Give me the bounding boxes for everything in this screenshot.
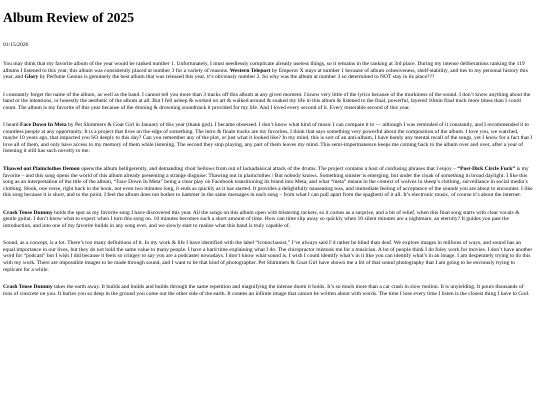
bold-text-run: “Post-Dick Circle Fuck” <box>457 166 516 173</box>
bold-text-run: Crash Tense Dummy <box>3 284 53 291</box>
bold-text-run: Western Teleport <box>229 67 271 74</box>
review-paragraph-intro <box>3 61 534 81</box>
text-run: takes the earth away. It builds and builds and builds through the same repetition and magnifying the intense doom it holds. It’s so much more than a car crash in slow motion. It is unyielding. It pours thousands of tons of concrete on you. It buries you so deep in the ground you come out the other side of the earth. It creates an infinite image that cannot be written about with words. The time I lose every time I listen is the closest thing I have to God. <box>3 284 530 297</box>
text-run: holds the spot as my favorite song I have discovered this year. All the songs on this album open with blistering rackets, so it comes as a surprise, and a bit of relief, when this final song starts with clear vocals & gentle guitar. I don’t know what to expect when I turn this song on. 10 minutes becomes such a short amount of time. How can time slip away so quickly when 10 silent minutes are a nightmare, an eternity? It guides you past the introduction, and into one of my favorite builds in any song ever, and we slowly start to realize what this band is truly capable of. <box>3 209 520 229</box>
review-paragraph-sound-concept <box>3 240 534 273</box>
page-title: Album Review of 2025 <box>3 10 135 25</box>
bold-text-run: Glory <box>24 74 39 81</box>
bold-text-run: Face Down In Meta <box>19 122 67 129</box>
text-run: You may think that my favorite album of the year would be ranked number 1. Unfortunately, I must needlessly complicate already useless things, so it remains in the ranking at 3rd place. During my intense deliberations ranking the 119 albums I listened to this year, this album was consistently placed at number 3 for a variety of reasons. <box>3 61 525 74</box>
text-run: is my favorite – and this song opens the world of this album already presenting a strange disguise: Thawing out in plainclothes / But nobody knows. Something sinister is emerging, but under the cloak of something in broad daylight. I like this song as an interpretation of the title of the album, “Face Down In Meta” being a clear play on Facebook transitioning its brand into Meta, and what “meta” means in the context of wolves in sheep’s clothing, surveillance in social media’s clothing. Hook, one verse, right back to the hook, not even two minutes long, it ends as quickly as it has started. It provides a delightfully nauseating toss, and immediate feeling of acceptance of the sounds you are about to encounter. I like this song because it is short, and to the point. I feel the album does not bother to hammer in the same messages in each song – from what I can pull apart from the spaghetti of it all. It’s electronic music, of course it’s about the internet. <box>3 166 533 199</box>
bold-text-run: Crash Tense Dummy <box>3 209 53 216</box>
bold-text-run: Thawed out Plainclothes Demon <box>3 166 80 173</box>
review-paragraph-favorite-song <box>3 210 534 230</box>
text-run: by Pet Shimmers & Goat Girl in January of this year (thank god). I became obsessed. I don’t know what kind of music I can compare it to — although I was reminded of it constantly, and I recommended it to countless people at any opportunity. It is a project that lives on the edge of something. The intro & finale tracks are my favorites, I think that says something very powerful about the composition of the album. I love you, we watched, maybe 10 years ago, that impacted you SO deeply to this day? Can you remember any of the plot, or just what it looked like? In my mind, this is sort of an anti-album, I have barely any mental recall of the songs, yet I know for a fact that I love all of them, and only have access to my memory of them while listening. The second they stop playing, any part of them leaves my mind. This semi-impermanence keeps me coming back to the album over and over, after a year of listening it still has such novelty to me. <box>3 122 533 155</box>
post-date: 01/15/2026 <box>3 42 29 48</box>
text-run: by Perfume Genius is genuinely the best album that was released this year, it’s obviously number 2. So why was the album at number 3 so determined to NOT stay in its place??? <box>38 74 435 81</box>
review-paragraph-closing <box>3 284 534 297</box>
text-run: I constantly forget the name of the album, as well as the band. I cannot tell you more than 3 tracks off this album at any given moment. I know very little of the lyrics because of the murkiness of the sound. I don’t know anything about the band or the intentions, or honestly the aesthetic of the album at all. But I fell asleep & worked on art & walked around & soaked my life in this album & listened to the final, powerful, layered 10min final track more times than I could count. The album is my favorite of this year because of the droning & drowning soundtrack it provided for my life. And I loved every second of it. Every miserable second of this year. <box>3 91 531 111</box>
review-paragraph-forget-the-name <box>3 92 534 112</box>
review-paragraph-opening-track <box>3 166 534 199</box>
review-page <box>0 10 536 415</box>
review-paragraph-first-listen <box>3 122 534 155</box>
text-run: by Emperor X stays at number 1 because of album cohesiveness, shelf-stability, and ties to my personal history this year, and <box>3 67 528 81</box>
text-run: opens the album belligerently, and demanding choir bellows from out of lackadaisical attack of the drums. The project contains a host of confusing phrases that I enjoy – <box>79 166 458 173</box>
text-run: I heard <box>3 122 20 129</box>
text-run: Sound, as a concept, is a lot. There’s too many definitions of it. In my work & life I have identified with the label “iconoclassist,” I’ve always said I’d rather be blind than deaf. We explore images in millions of ways, and sound has an equal importance in our lives, but they do not hold the same value to many people. I have a hard time explaining what I do. The chiropractor mistook me for a musician. A lot of people think I do foley work for movies. I don’t have another word for “podcast” but I wish I did because it feels so cringey to say you are a podcaster nowadays. I don’t know what sound is. I wish I could identify what’s in it like you can identify what’s in an image. I am desperately trying to do this with my work. There are impossible images to be made through sound, and I want to be that kind of photographer. Pet Shimmers & Goat Girl have shown me a bit of that sound photography that I am going to be enviously trying to replicate for a while. <box>3 240 533 273</box>
